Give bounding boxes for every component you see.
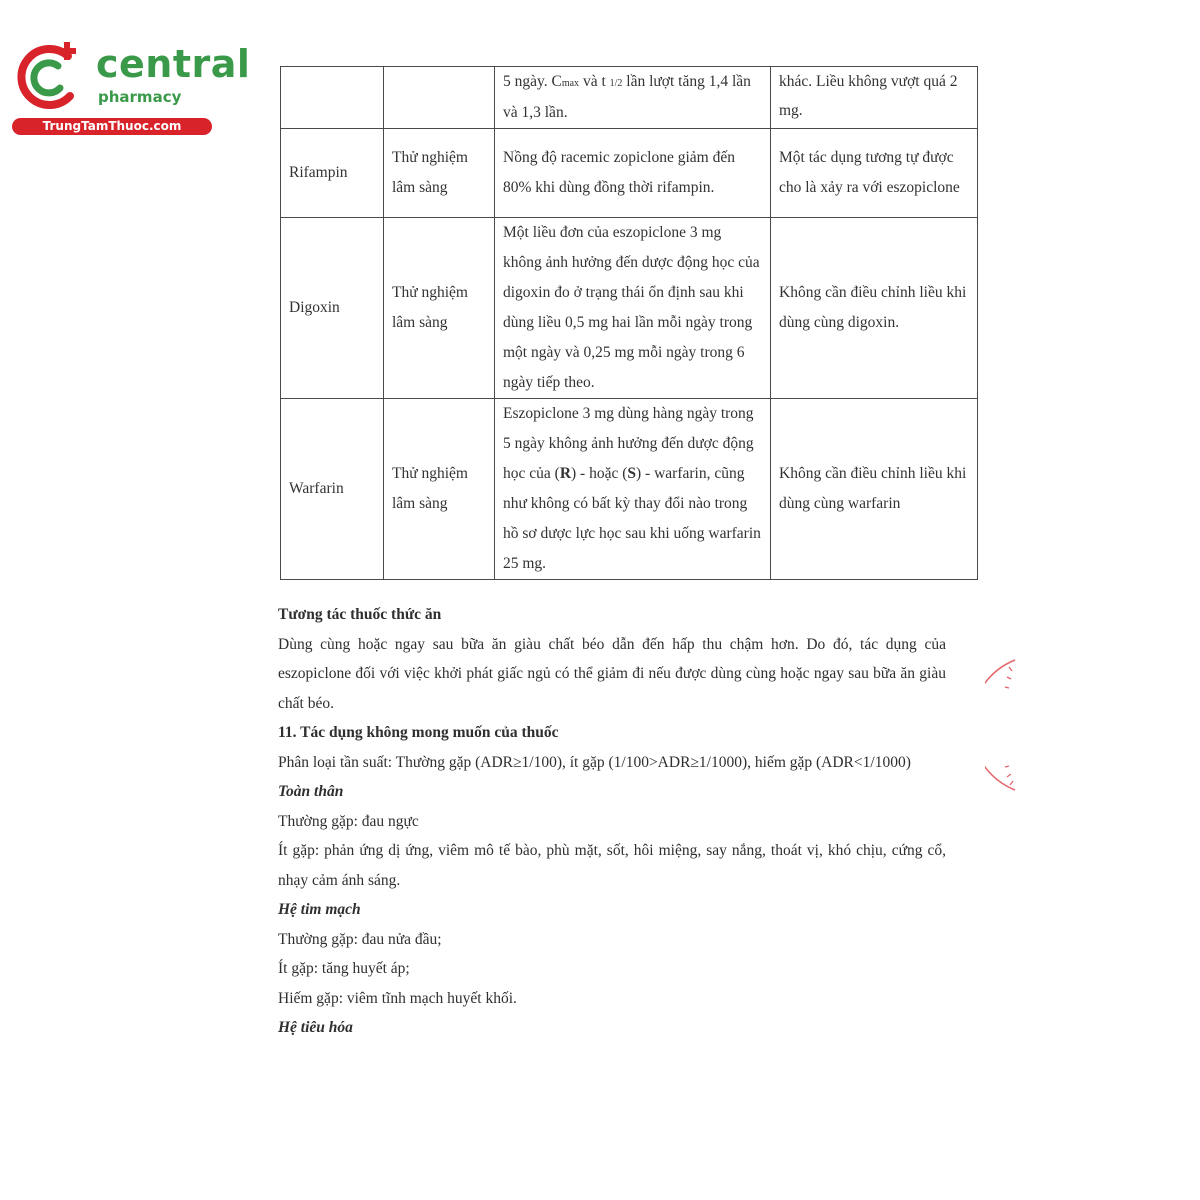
- general-uncommon: Ít gặp: phản ứng dị ứng, viêm mô tế bào, phù mặt, sốt, hôi miệng, say nắng, thoát vị, khó chịu, cứng cổ, nhạy cảm ánh sáng.: [278, 842, 946, 889]
- drug-cell: Rifampin: [281, 129, 384, 218]
- table-row: [281, 399, 978, 580]
- general-heading: Toàn thân: [278, 783, 344, 800]
- drug-cell: Warfarin: [281, 399, 384, 580]
- document-body: [278, 600, 946, 1043]
- food-interaction-heading: Tương tác thuốc thức ăn: [278, 606, 442, 623]
- effect-cell: 5 ngày. Cmax và t 1/2 lần lượt tăng 1,4 lần và 1,3 lần.: [495, 67, 771, 129]
- cardiovascular-rare: Hiếm gặp: viêm tĩnh mạch huyết khối.: [278, 989, 517, 1007]
- drug-cell: [281, 67, 384, 129]
- recommendation-cell: khác. Liều không vượt quá 2 mg.: [771, 67, 978, 129]
- stamp-fragment-icon: [985, 655, 1025, 795]
- table-row: [281, 218, 978, 399]
- brand-website: TrungTamThuoc.com: [12, 118, 212, 135]
- evidence-cell: Thử nghiệm lâm sàng: [384, 218, 495, 399]
- cardiovascular-heading: Hệ tim mạch: [278, 901, 361, 918]
- drug-cell: Digoxin: [281, 218, 384, 399]
- effect-cell: Nồng độ racemic zopiclone giảm đến 80% khi dùng đồng thời rifampin.: [495, 129, 771, 218]
- table-row: [281, 129, 978, 218]
- drug-interaction-table: [280, 66, 978, 580]
- brand-logo: [10, 38, 251, 138]
- brand-name: central: [96, 42, 251, 86]
- brand-subtitle: pharmacy: [98, 88, 182, 106]
- recommendation-cell: Không cần điều chỉnh liều khi dùng cùng digoxin.: [771, 218, 978, 399]
- evidence-cell: [384, 67, 495, 129]
- cardiovascular-uncommon: Ít gặp: tăng huyết áp;: [278, 960, 410, 977]
- evidence-cell: Thử nghiệm lâm sàng: [384, 129, 495, 218]
- general-common: Thường gặp: đau ngực: [278, 812, 419, 830]
- effect-cell: Eszopiclone 3 mg dùng hàng ngày trong 5 ngày không ảnh hưởng đến dược động học của (R) - hoặc (S) - warfarin, cũng như không có bất kỳ thay đổi nào trong hồ sơ dược lực học sau khi uống warfarin 25 mg.: [495, 399, 771, 580]
- recommendation-cell: Một tác dụng tương tự được cho là xảy ra với eszopiclone: [771, 129, 978, 218]
- food-interaction-text: Dùng cùng hoặc ngay sau bữa ăn giàu chất béo dẫn đến hấp thu chậm hơn. Do đó, tác dụng của eszopiclone đối với việc khởi phát giấc ngủ có thể giảm đi nếu được dùng cùng hoặc ngay sau bữa ăn giàu chất béo.: [278, 635, 946, 712]
- cardiovascular-common: Thường gặp: đau nửa đầu;: [278, 930, 442, 948]
- central-pharmacy-logo-icon: [10, 38, 88, 116]
- digestive-heading: Hệ tiêu hóa: [278, 1019, 353, 1036]
- recommendation-cell: Không cần điều chỉnh liều khi dùng cùng warfarin: [771, 399, 978, 580]
- table-row: [281, 67, 978, 129]
- frequency-classification: Phân loại tần suất: Thường gặp (ADR≥1/100), ít gặp (1/100>ADR≥1/1000), hiếm gặp (ADR<1/1000): [278, 753, 911, 771]
- adverse-effects-heading: 11. Tác dụng không mong muốn của thuốc: [278, 724, 559, 741]
- evidence-cell: Thử nghiệm lâm sàng: [384, 399, 495, 580]
- effect-cell: Một liều đơn của eszopiclone 3 mg không ảnh hưởng đến dược động học của digoxin đo ở trạng thái ổn định sau khi dùng liều 0,5 mg hai lần mỗi ngày trong một ngày và 0,25 mg mỗi ngày trong 6 ngày tiếp theo.: [495, 218, 771, 399]
